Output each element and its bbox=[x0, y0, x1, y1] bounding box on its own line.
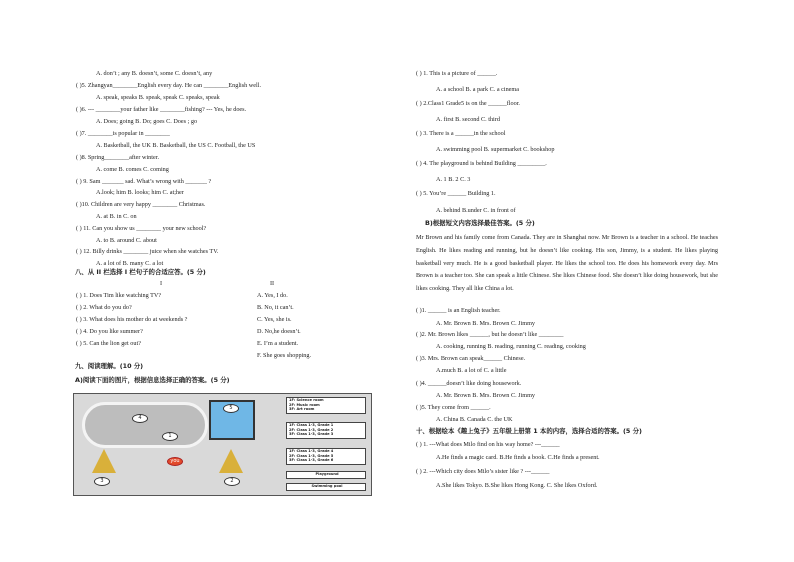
question-line: ( ) 9. Sam _______ sad. What’s wrong with _______ ? bbox=[76, 178, 212, 185]
legend-line: 2F: Class 1-3, Grade 2 bbox=[289, 427, 334, 432]
legend-line: 3F: Art room bbox=[289, 407, 315, 411]
legend-line: 1F: Science room bbox=[289, 398, 324, 402]
you-marker: you bbox=[167, 457, 183, 466]
legend-line: 3F: Class 1-3, Grade 6 bbox=[289, 458, 334, 462]
answer-options: A. Does; going B. Do; goes C. Does ; go bbox=[96, 118, 198, 125]
answer-options: A. behind B.under C. in front of bbox=[436, 207, 516, 214]
question-line: ( )6. --- ________your father like ________fishing? --- Yes, he does. bbox=[76, 106, 247, 113]
question-line: ( )1. ______ is an English teacher. bbox=[416, 307, 501, 314]
reading-passage: Mr Brown and his family come from Canada. They are in Shanghai now. Mr Brown is a teacher in a school. He teaches English. He likes reading and running, but he doesn’t like cooking. His son, Jimmy, is a student. He likes playing basketball very much. He is a good basketball player. He likes the school too. He does his homework every day. Mrs Brown is a teacher too. She can speak a little Chinese. She likes Chinese food. She doesn’t like doing housework, but she likes cooking. They all like China a lot. bbox=[416, 234, 718, 293]
answer-options: A. cooking, running B. reading, running C. reading, cooking bbox=[436, 343, 586, 350]
legend-line: 2F: Music room bbox=[289, 402, 320, 407]
legend-building-3 bbox=[286, 448, 366, 465]
legend-building-2 bbox=[286, 422, 366, 439]
question-line: ( )2. Mr. Brown likes ______, but he doesn’t like ________ bbox=[416, 331, 564, 338]
matching-answer: B. No, it can’t. bbox=[257, 304, 294, 311]
map-number-5: 5 bbox=[223, 404, 239, 413]
question-line: ( ) 11. Can you show us ________ your new school? bbox=[76, 225, 207, 232]
building-2-drawing bbox=[219, 449, 243, 473]
matching-answer: D. No,he doesn’t. bbox=[257, 328, 301, 335]
answer-options: A. a school B. a park C. a cinema bbox=[436, 86, 519, 93]
section9-title: 九、阅读理解。(10 分) bbox=[75, 362, 144, 370]
answer-options: A. swimming pool B. supermarket C. bookshop bbox=[436, 146, 555, 153]
matching-answer: E. I’m a student. bbox=[257, 340, 299, 347]
question-line: ( ) 3. There is a ______in the school bbox=[416, 130, 506, 137]
answer-options: A. at B. in C. on bbox=[96, 213, 137, 220]
section10-title: 十、根据绘本《趣上兔子》五年级上册第 1 本的内容，选择合适的答案。(5 分) bbox=[416, 427, 642, 435]
matching-question: ( ) 2. What do you do? bbox=[76, 304, 132, 311]
answer-options: A.She likes Tokyo. B.She likes Hong Kong. C. She likes Oxford. bbox=[436, 482, 598, 489]
question-line: ( )7. ________is popular in ________ bbox=[76, 130, 170, 137]
partB-title: B)根据短文内容选择最佳答案。(5 分) bbox=[425, 219, 535, 227]
answer-options: A.look; him B. looks; him C. at;her bbox=[96, 189, 184, 196]
question-line: ( ) 1. ---What does Milo find on his way home? ---______ bbox=[416, 441, 560, 448]
map-number-2: 2 bbox=[224, 477, 240, 486]
question-line: ( )5. They come from ______. bbox=[416, 404, 491, 411]
answer-options: A. 1 B. 2 C. 3 bbox=[436, 176, 471, 183]
question-line: ( )3. Mrs. Brown can speak______ Chinese. bbox=[416, 355, 526, 362]
question-line: ( )5. Zhangyan________English every day. He can ________English well. bbox=[76, 82, 262, 89]
legend-line: 2F: Class 1-3, Grade 5 bbox=[289, 453, 334, 458]
legend-swimming-pool: Swimming pool bbox=[286, 483, 366, 491]
answer-options: A. to B. around C. about bbox=[96, 237, 157, 244]
answer-options: A. China B. Canada C. the UK bbox=[436, 416, 513, 423]
section8-title: 八、从 II 栏选择 I 栏句子的合适应答。(5 分) bbox=[75, 268, 206, 276]
answer-options: A. come B. comes C. coming bbox=[96, 166, 169, 173]
matching-answer: C. Yes, she is. bbox=[257, 316, 292, 323]
partA-title: A)阅读下面的图片，根据信息选择正确的答案。(5 分) bbox=[75, 376, 230, 384]
answer-options: A. Basketball, the UK B. Basketball, the US C. Football, the US bbox=[96, 142, 256, 149]
answer-options: A. a lot of B. many C. a lot bbox=[96, 260, 164, 267]
column-II-label: II bbox=[270, 280, 275, 287]
question-line: ( ) 1. This is a picture of ______. bbox=[416, 70, 498, 77]
question-line: ( ) 2. ---Which city does Milo’s sister like ? ---______ bbox=[416, 468, 550, 475]
legend-line: 1F: Class 1-3, Grade 1 bbox=[289, 423, 334, 427]
legend-line: 3F: Class 1-3, Grade 3 bbox=[289, 432, 334, 436]
answer-options: A. speak, speaks B. speak, speak C. speaks, speak bbox=[96, 94, 220, 101]
matching-question: ( ) 3. What does his mother do at weekends ? bbox=[76, 316, 188, 323]
answer-options: A.much B. a lot of C. a little bbox=[436, 367, 507, 374]
legend-line: 1F: Class 1-3, Grade 4 bbox=[289, 449, 334, 453]
building-3-drawing bbox=[92, 449, 116, 473]
answer-options: A. first B. second C. third bbox=[436, 116, 500, 123]
question-line: ( ) 4. The playground is behind Building _________. bbox=[416, 160, 547, 167]
question-line: ( )4. ______doesn’t like doing housework. bbox=[416, 380, 522, 387]
matching-question: ( ) 5. Can the lion get out? bbox=[76, 340, 141, 347]
running-track bbox=[82, 402, 208, 448]
school-map-image bbox=[73, 393, 372, 496]
column-I-label: I bbox=[160, 280, 163, 287]
legend-playground: Playground bbox=[286, 471, 366, 479]
map-number-1: 1 bbox=[162, 432, 178, 441]
map-number-3: 3 bbox=[94, 477, 110, 486]
question-line: ( ) 5. You’re ______ Building 1. bbox=[416, 190, 496, 197]
answer-options: A. Mr. Brown B. Mrs. Brown C. Jimmy bbox=[436, 392, 536, 399]
answer-options: A.He finds a magic card. B.He finds a book. C.He finds a present. bbox=[436, 454, 600, 461]
answer-options: A. don’t ; any B. doesn’t, some C. doesn’t, any bbox=[96, 70, 213, 77]
matching-question: ( ) 1. Does Tim like watching TV? bbox=[76, 292, 162, 299]
matching-answer: F. She goes shopping. bbox=[257, 352, 311, 359]
answer-options: A. Mr. Brown B. Mrs. Brown C. Jimmy bbox=[436, 320, 536, 327]
legend-building-1 bbox=[286, 397, 366, 414]
question-line: ( )8. Spring________after winter. bbox=[76, 154, 159, 161]
question-line: ( ) 2.Class1 Grade5 is on the ______floor. bbox=[416, 100, 520, 107]
question-line: ( )10. Children are very happy ________ Christmas. bbox=[76, 201, 206, 208]
matching-answer: A. Yes, I do. bbox=[257, 292, 288, 299]
question-line: ( ) 12. Billy drinks ________ juice when she watches TV. bbox=[76, 248, 219, 255]
matching-question: ( ) 4. Do you like summer? bbox=[76, 328, 143, 335]
map-number-4: 4 bbox=[132, 414, 148, 423]
